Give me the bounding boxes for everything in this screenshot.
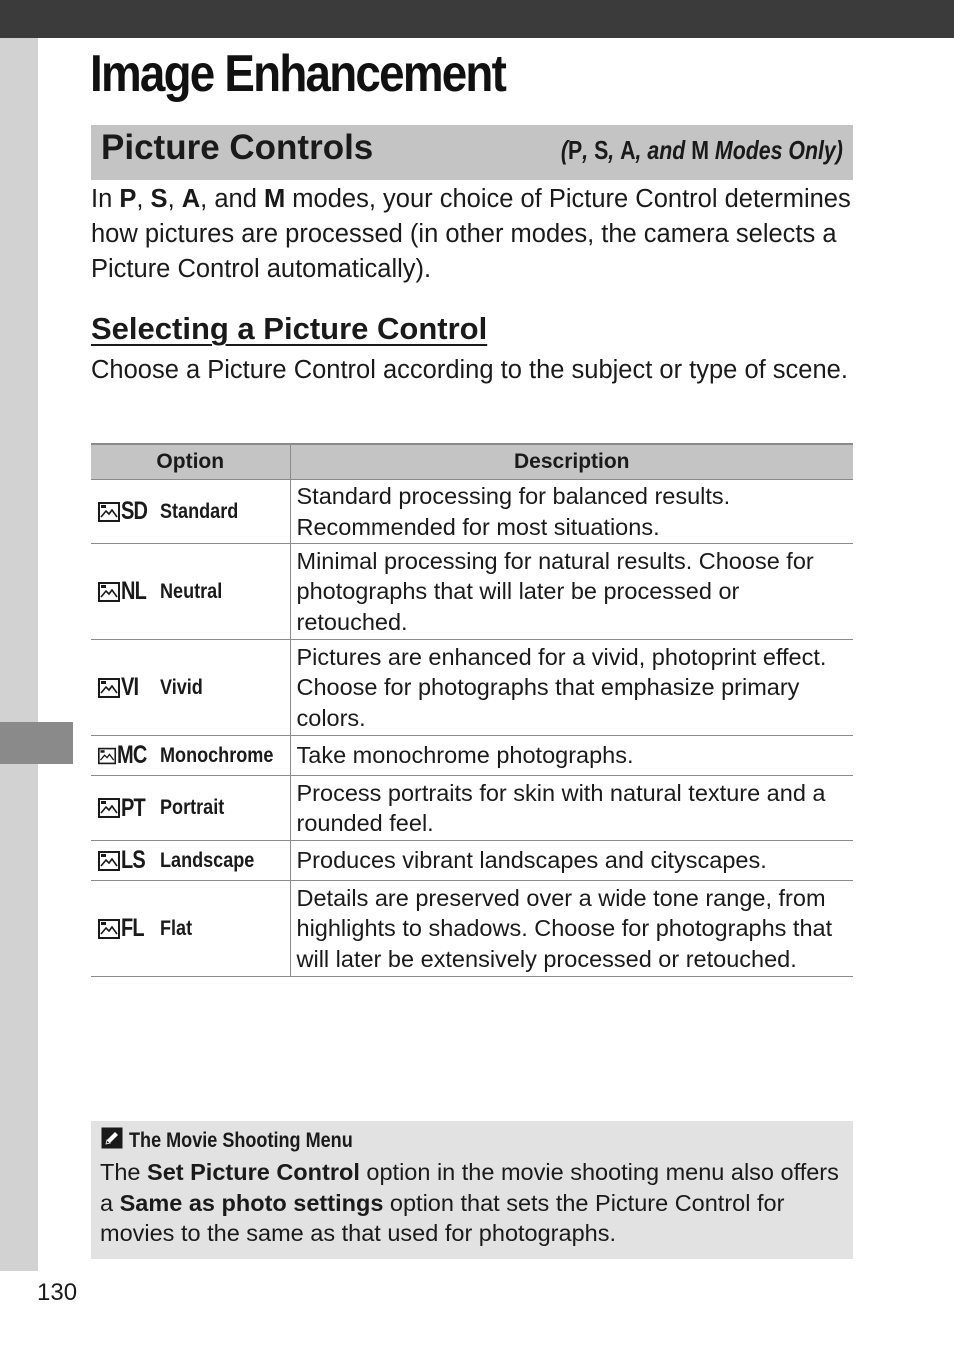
set-picture-control-term: Set Picture Control	[147, 1159, 360, 1185]
option-cell	[91, 544, 290, 640]
option-cell	[91, 640, 290, 736]
picture-control-code: MC	[117, 741, 147, 769]
top-bar	[0, 0, 954, 38]
table-row	[91, 640, 853, 736]
description-cell: Details are preserved over a wide tone range, from highlights to shadows. Choose for photographs that will later be extensively processed or retouched.	[290, 881, 853, 977]
mode-a: A	[620, 135, 636, 165]
picture-control-icon	[98, 914, 154, 943]
picture-control-code: PT	[121, 793, 145, 822]
subsection-intro: Choose a Picture Control according to the subject or type of scene.	[91, 356, 848, 384]
picture-control-icon	[98, 577, 154, 606]
description-cell: Produces vibrant landscapes and cityscapes.	[290, 841, 853, 881]
mode-m: M	[691, 135, 710, 165]
description-cell: Standard processing for balanced results. Recommended for most situations.	[290, 480, 853, 544]
picture-control-icon	[98, 497, 154, 526]
picture-control-icon	[98, 794, 154, 823]
description-cell: Take monochrome photographs.	[290, 736, 853, 776]
note-body: The Set Picture Control option in the movie shooting menu also offers a Same as photo settings option that sets the Picture Control for movies to the same as that used for photographs.	[100, 1159, 839, 1246]
table-row	[91, 776, 853, 841]
picture-control-code: FL	[121, 914, 144, 942]
option-cell	[91, 881, 290, 977]
option-name: Standard	[160, 499, 239, 523]
option-name: Flat	[160, 916, 193, 940]
pencil-note-icon	[101, 1127, 123, 1154]
description-cell: Minimal processing for natural results. Choose for photographs that will later be processed or retouched.	[290, 544, 853, 640]
option-name: Portrait	[160, 796, 225, 819]
section-modes: (P, S, A, and M Modes Only)	[561, 135, 843, 165]
mode-p: P	[568, 135, 583, 165]
header-description: Description	[290, 444, 853, 480]
picture-control-icon	[98, 846, 154, 875]
mode-s: S	[594, 135, 609, 165]
table-row	[91, 841, 853, 881]
table-row	[91, 881, 853, 977]
note-title: The Movie Shooting Menu	[129, 1128, 353, 1152]
table-row	[91, 480, 853, 544]
picture-control-table	[91, 443, 853, 977]
description-cell: Pictures are enhanced for a vivid, photoprint effect. Choose for photographs that emphasize primary colors.	[290, 640, 853, 736]
option-name: Neutral	[160, 579, 223, 603]
table-header-row	[91, 444, 853, 480]
option-name: Vivid	[160, 675, 203, 699]
picture-control-code: NL	[121, 577, 147, 605]
page-number: 130	[37, 1279, 78, 1306]
table-row	[91, 736, 853, 776]
header-option: Option	[91, 444, 290, 480]
picture-control-icon	[98, 673, 154, 702]
note-header	[101, 1127, 389, 1154]
description-cell: Process portraits for skin with natural texture and a rounded feel.	[290, 776, 853, 841]
intro-paragraph: In P, S, A, and M modes, your choice of Picture Control determines how pictures are processed (in other modes, the camera selects a Picture Control automatically).	[91, 185, 851, 283]
note-box	[91, 1121, 853, 1259]
picture-control-icon	[98, 741, 154, 770]
option-cell	[91, 736, 290, 776]
side-strip	[0, 38, 38, 1271]
option-cell	[91, 776, 290, 841]
chapter-tab	[0, 722, 73, 764]
picture-control-code: LS	[121, 846, 145, 874]
subsection-title: Selecting a Picture Control	[91, 311, 488, 346]
picture-control-code: SD	[121, 497, 148, 525]
option-name: Monochrome	[160, 743, 274, 767]
table-row	[91, 544, 853, 640]
option-cell	[91, 480, 290, 544]
same-as-photo-settings-term: Same as photo settings	[119, 1189, 384, 1216]
option-name: Landscape	[160, 848, 255, 872]
page-title: Image Enhancement	[90, 45, 506, 103]
option-cell	[91, 841, 290, 881]
picture-control-code: VI	[121, 673, 139, 701]
section-header	[91, 125, 853, 180]
section-title: Picture Controls	[101, 128, 374, 167]
